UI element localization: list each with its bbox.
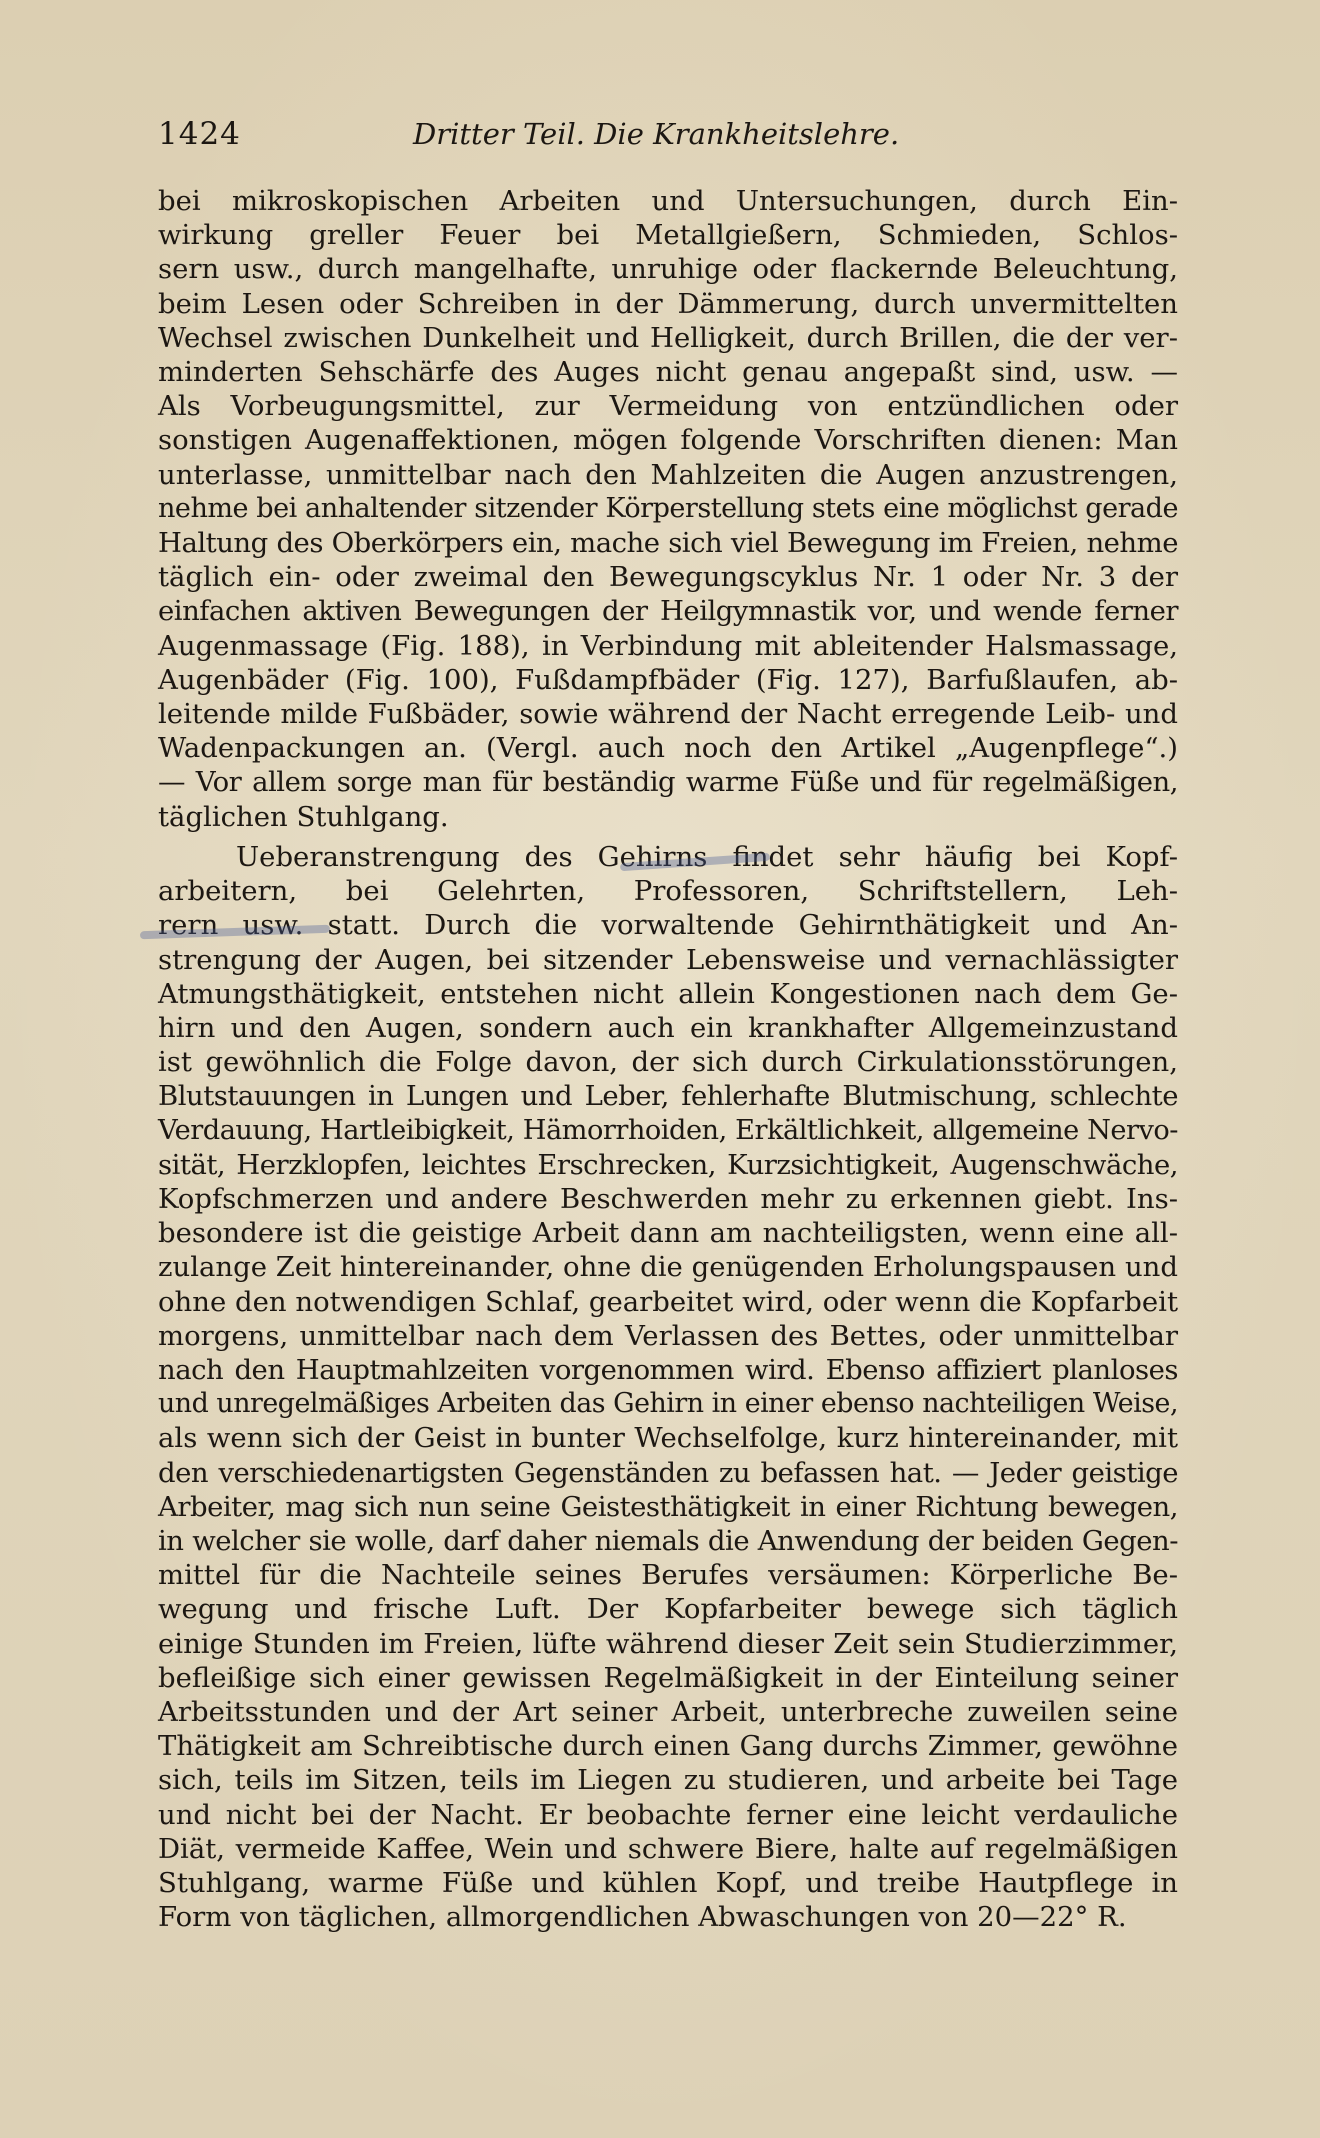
- text-line: Form von täglichen, allmorgendlichen Abwaschungen von 20—22° R.: [158, 1901, 1127, 1934]
- page-header: [158, 112, 1178, 156]
- text-line: Stuhlgang, warme Füße und kühlen Kopf, und treibe Hautpflege in: [158, 1867, 1178, 1900]
- text-line: Arbeitsstunden und der Art seiner Arbeit, unterbreche zuweilen seine: [158, 1696, 1178, 1729]
- text-line: nehme bei anhaltender sitzender Körperstellung stets eine möglichst gerade: [158, 492, 1178, 524]
- text-line: strengung der Augen, bei sitzender Lebensweise und vernachlässigter: [158, 943, 1178, 976]
- text-line: Wadenpackungen an. (Vergl. auch noch den Artikel „Augenpflege“.): [158, 732, 1178, 765]
- text-line: morgens, unmittelbar nach dem Verlassen des Bettes, oder unmittelbar: [158, 1319, 1178, 1352]
- paragraph-1: [158, 184, 1178, 834]
- text-line: und nicht bei der Nacht. Er beobachte ferner eine leicht verdauliche: [158, 1798, 1178, 1831]
- text-line: arbeitern, bei Gelehrten, Professoren, Schriftstellern, Leh-: [158, 875, 1178, 908]
- text-line: befleißige sich einer gewissen Regelmäßigkeit in der Einteilung seiner: [158, 1661, 1178, 1694]
- text-line: wegung und frische Luft. Der Kopfarbeiter bewege sich täglich: [158, 1593, 1178, 1626]
- text-line: ist gewöhnlich die Folge davon, der sich durch Cirkulationsstörungen,: [158, 1046, 1178, 1079]
- text-line: bei mikroskopischen Arbeiten und Untersuchungen, durch Ein-: [158, 185, 1178, 217]
- text-line: nach den Hauptmahlzeiten vorgenommen wird. Ebenso affiziert planloses: [158, 1354, 1178, 1387]
- text-line: als wenn sich der Geist in bunter Wechselfolge, kurz hintereinander, mit: [158, 1422, 1178, 1455]
- text-line: hirn und den Augen, sondern auch ein krankhafter Allgemeinzustand: [158, 1012, 1178, 1045]
- text-line: Thätigkeit am Schreibtische durch einen Gang durchs Zimmer, gewöhne: [158, 1730, 1178, 1763]
- text-line: beim Lesen oder Schreiben in der Dämmerung, durch unvermittelten: [158, 287, 1178, 320]
- text-line: Atmungsthätigkeit, entstehen nicht allein Kongestionen nach dem Ge-: [158, 977, 1178, 1010]
- paragraph-2: [158, 840, 1178, 1935]
- text-line: sern usw., durch mangelhafte, unruhige oder flackernde Beleuchtung,: [158, 253, 1178, 286]
- text-line: sonstigen Augenaffektionen, mögen folgende Vorschriften dienen: Man: [158, 424, 1178, 457]
- text-line: sität, Herzklopfen, leichtes Erschrecken, Kurzsichtigkeit, Augenschwäche,: [158, 1148, 1178, 1181]
- text-line: besondere ist die geistige Arbeit dann am nachteiligsten, wenn eine all-: [158, 1217, 1178, 1250]
- text-line: einfachen aktiven Bewegungen der Heilgymnastik vor, und wende ferner: [158, 595, 1178, 628]
- text-line: Blutstauungen in Lungen und Leber, fehlerhafte Blutmischung, schlechte: [158, 1080, 1178, 1113]
- text-line: ohne den notwendigen Schlaf, gearbeitet wird, oder wenn die Kopfarbeit: [158, 1285, 1178, 1318]
- text-line: einige Stunden im Freien, lüfte während dieser Zeit sein Studierzimmer,: [158, 1627, 1178, 1660]
- text-line: unterlasse, unmittelbar nach den Mahlzeiten die Augen anzustrengen,: [158, 458, 1178, 491]
- text-line: Als Vorbeugungsmittel, zur Vermeidung von entzündlichen oder: [158, 390, 1178, 423]
- page-number: 1424: [158, 116, 241, 152]
- text-line: leitende milde Fußbäder, sowie während der Nacht erregende Leib- und: [158, 698, 1178, 731]
- text-line: Ueberanstrengung des Gehirns findet sehr häufig bei Kopf-: [236, 841, 1178, 873]
- text-line: minderten Sehschärfe des Auges nicht genau angepaßt sind, usw. —: [158, 356, 1178, 389]
- text-line: Diät, vermeide Kaffee, Wein und schwere Biere, halte auf regelmäßigen: [158, 1832, 1178, 1865]
- text-line: sich, teils im Sitzen, teils im Liegen zu studieren, und arbeite bei Tage: [158, 1764, 1178, 1797]
- text-line: Haltung des Oberkörpers ein, mache sich viel Bewegung im Freien, nehme: [158, 527, 1178, 560]
- text-line: rern usw. statt. Durch die vorwaltende Gehirnthätigkeit und An-: [158, 909, 1178, 942]
- text-line: täglich ein- oder zweimal den Bewegungscyklus Nr. 1 oder Nr. 3 der: [158, 561, 1178, 594]
- text-line: Wechsel zwischen Dunkelheit und Helligkeit, durch Brillen, die der ver-: [158, 321, 1178, 354]
- text-line: den verschiedenartigsten Gegenständen zu befassen hat. — Jeder geistige: [158, 1456, 1178, 1489]
- text-line: und unregelmäßiges Arbeiten das Gehirn in einer ebenso nachteiligen Weise,: [158, 1388, 1178, 1420]
- running-head: Dritter Teil. Die Krankheitslehre.: [413, 117, 900, 151]
- text-line: Kopfschmerzen und andere Beschwerden mehr zu erkennen giebt. Ins-: [158, 1183, 1178, 1216]
- text-line: Arbeiter, mag sich nun seine Geistesthätigkeit in einer Richtung bewegen,: [158, 1490, 1178, 1523]
- text-line: Augenbäder (Fig. 100), Fußdampfbäder (Fig. 127), Barfußlaufen, ab-: [158, 663, 1178, 696]
- text-line: in welcher sie wolle, darf daher niemals die Anwendung der beiden Gegen-: [158, 1525, 1178, 1558]
- text-line: Augenmassage (Fig. 188), in Verbindung mit ableitender Halsmassage,: [158, 629, 1178, 662]
- text-line: Verdauung, Hartleibigkeit, Hämorrhoiden, Erkältlichkeit, allgemeine Nervo-: [158, 1114, 1178, 1146]
- text-line: täglichen Stuhlgang.: [158, 800, 449, 833]
- text-line: mittel für die Nachteile seines Berufes versäumen: Körperliche Be-: [158, 1559, 1178, 1592]
- paragraph-text: [158, 840, 1178, 1935]
- text-line: wirkung greller Feuer bei Metallgießern, Schmieden, Schlos-: [158, 219, 1178, 252]
- text-line: — Vor allem sorge man für beständig warme Füße und für regelmäßigen,: [158, 766, 1178, 799]
- paragraph-text: [158, 184, 1178, 834]
- text-line: zulange Zeit hintereinander, ohne die genügenden Erholungspausen und: [158, 1251, 1178, 1284]
